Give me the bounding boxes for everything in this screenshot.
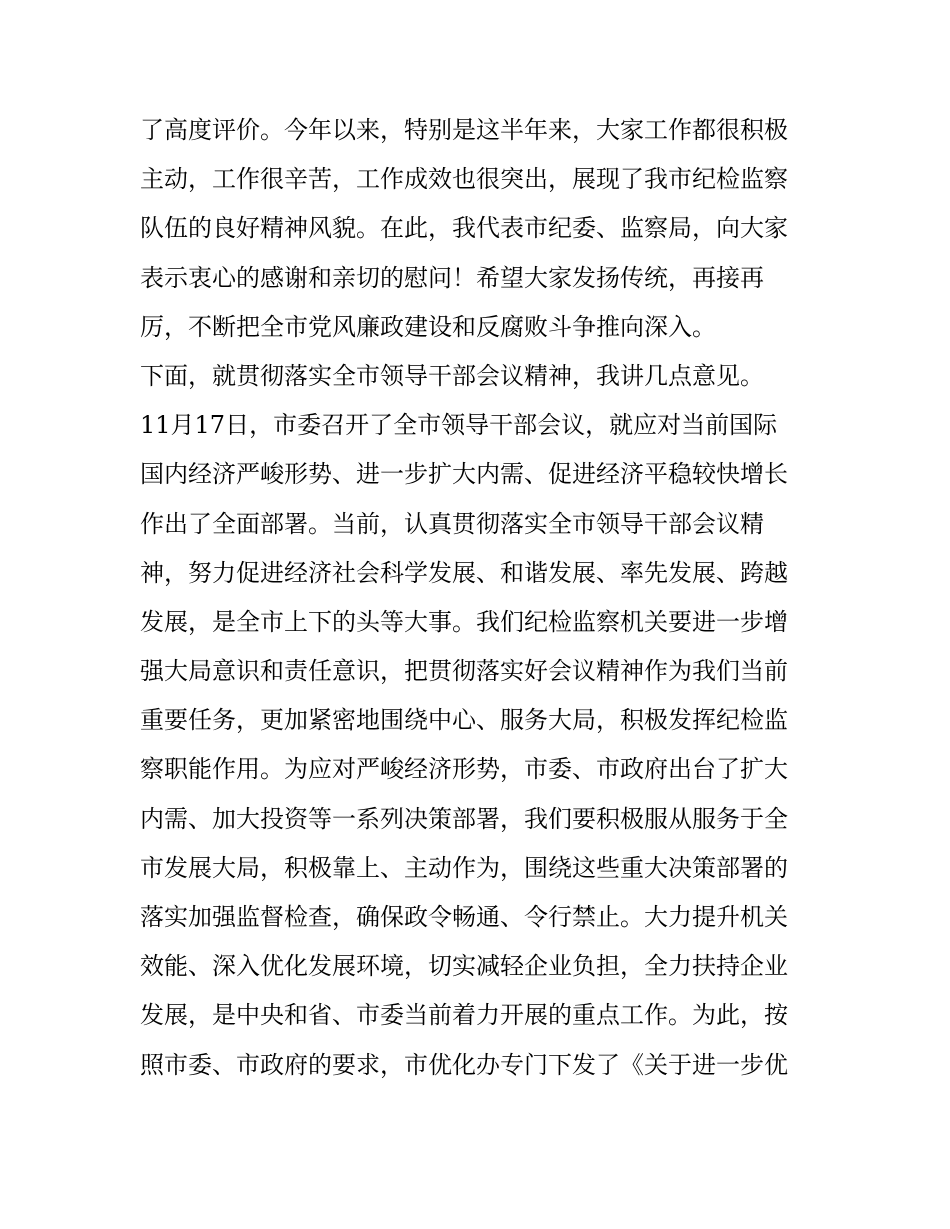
text-line: 照市委、市政府的要求，市优化办专门下发了《关于进一步优 (140, 1050, 788, 1079)
text-line: 神，努力促进经济社会科学发展、和谐发展、率先发展、跨越 (140, 558, 788, 587)
text-line: 发展，是中央和省、市委当前着力开展的重点工作。为此，按 (140, 1001, 788, 1030)
text-line: 作出了全面部署。当前，认真贯彻落实全市领导干部会议精 (140, 509, 764, 538)
text-line: 队伍的良好精神风貌。在此，我代表市纪委、监察局，向大家 (140, 214, 788, 243)
text-line: 效能、深入优化发展环境，切实减轻企业负担，全力扶持企业 (140, 952, 788, 981)
text-line: 11月17日，市委召开了全市领导干部会议，就应对当前国际 (140, 411, 778, 440)
text-line: 察职能作用。为应对严峻经济形势，市委、市政府出台了扩大 (140, 755, 788, 784)
text-line: 重要任务，更加紧密地围绕中心、服务大局，积极发挥纪检监 (140, 706, 788, 735)
text-line: 国内经济严峻形势、进一步扩大内需、促进经济平稳较快增长 (140, 460, 788, 489)
text-line: 内需、加大投资等一系列决策部署，我们要积极服从服务于全 (140, 804, 788, 833)
text-line: 了高度评价。今年以来，特别是这半年来，大家工作都很积极 (140, 116, 788, 144)
body-text (140, 106, 830, 1090)
text-line: 发展，是全市上下的头等大事。我们纪检监察机关要进一步增 (140, 607, 788, 636)
text-line: 落实加强监督检查，确保政令畅通、令行禁止。大力提升机关 (140, 903, 788, 931)
text-line: 市发展大局，积极靠上、主动作为，围绕这些重大决策部署的 (140, 853, 788, 882)
text-line: 强大局意识和责任意识，把贯彻落实好会议精神作为我们当前 (140, 657, 788, 686)
text-line: 表示衷心的感谢和亲切的慰问！希望大家发扬传统，再接再 (140, 263, 764, 292)
text-line: 厉，不断把全市党风廉政建设和反腐败斗争推向深入。 (140, 312, 716, 341)
text-line: 下面，就贯彻落实全市领导干部会议精神，我讲几点意见。 (140, 361, 764, 390)
text-line: 主动，工作很辛苦，工作成效也很突出，展现了我市纪检监察 (140, 165, 788, 194)
